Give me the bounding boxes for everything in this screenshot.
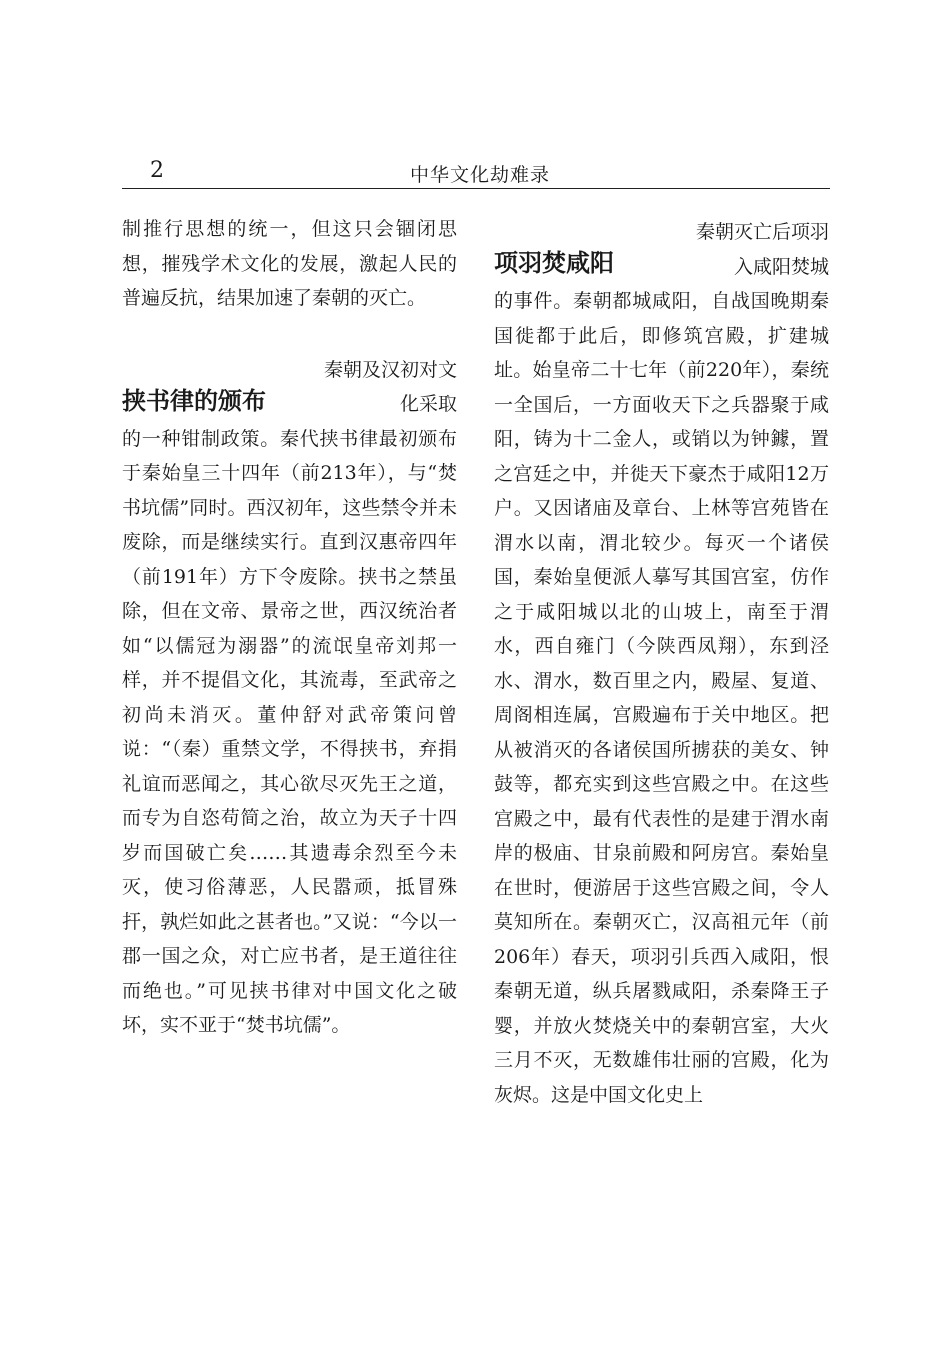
entry-title: 项羽焚咸阳 <box>494 249 614 277</box>
entry-body: 的一种钳制政策。秦代挟书律最初颁布于秦始皇三十四年（前213年），与“焚书坑儒”同时。西汉初年，这些禁令并未废除，而是继续实行。直到汉惠帝四年（前191年）方下令废除。挟书之禁虽除，但在文帝、景帝之世，西汉统治者如“以儒冠为溺器”的流氓皇帝刘邦一样，并不提倡文化，其流毒，至武帝之初尚未消灭。董仲舒对武帝策问曾说：“（秦）重禁文学，不得挟书，弃捐礼谊而恶闻之，其心欲尽灭先王之道，而专为自恣苟简之治，故立为天子十四岁而国破亡矣……其遗毒余烈至今未灭，使习俗薄恶，人民嚣顽，抵冒殊扞，孰烂如此之甚者也。”又说：“今以一郡一国之众，对亡应书者，是王道往往而绝也。”可见挟书律对中国文化之破坏，实不亚于“焚书坑儒”。 <box>122 427 457 1036</box>
header-rule <box>122 188 830 189</box>
entry-挟书律 <box>122 350 457 1043</box>
entry-title: 挟书律的颁布 <box>122 386 266 415</box>
entry-head <box>122 350 457 422</box>
continuation-paragraph: 制推行思想的统一，但这只会锢闭思想，摧残学术文化的发展，激起人民的普遍反抗，结果加速了秦朝的灭亡。 <box>122 218 457 309</box>
entry-项羽焚咸阳 <box>494 212 829 1112</box>
entry-lead: 秦朝及汉初对文化采取 <box>323 358 457 415</box>
right-column <box>494 212 829 1112</box>
entry-head <box>494 212 829 284</box>
page-number: 2 <box>150 158 164 183</box>
entry-body: 的事件。秦朝都城咸阳，自战国晚期秦国徙都于此后，即修筑宫殿，扩建城址。始皇帝二十七年（前220年），秦统一全国后，一方面收天下之兵器聚于咸阳，铸为十二金人，或销以为钟鐻，置之宫廷之中，并徙天下豪杰于咸阳12万户。又因诸庙及章台、上林等宫苑皆在渭水以南，渭北较少。每灭一个诸侯国，秦始皇便派人摹写其国宫室，仿作之于咸阳城以北的山坡上，南至于渭水，西自雍门（今陕西凤翔），东到泾水、渭水，数百里之内，殿屋、复道、周阁相连属，宫殿遍布于关中地区。把从被消灭的各诸侯国所掳获的美女、钟鼓等，都充实到这些宫殿之中。在这些宫殿之中，最有代表性的是建于渭水南岸的极庙、甘泉前殿和阿房宫。秦始皇在世时，便游居于这些宫殿之间，令人莫知所在。秦朝灭亡，汉高祖元年（前206年）春天，项羽引兵西入咸阳，恨秦朝无道，纵兵屠戮咸阳，杀秦降王子婴，并放火焚烧关中的秦朝宫室，大火三月不灭，无数雄伟壮丽的宫殿，化为灰烬。这是中国文化史上 <box>494 290 829 1106</box>
entry-lead: 秦朝灭亡后项羽入咸阳焚城 <box>695 221 829 278</box>
left-column <box>122 212 457 1043</box>
running-head: 中华文化劫难录 <box>409 164 550 186</box>
